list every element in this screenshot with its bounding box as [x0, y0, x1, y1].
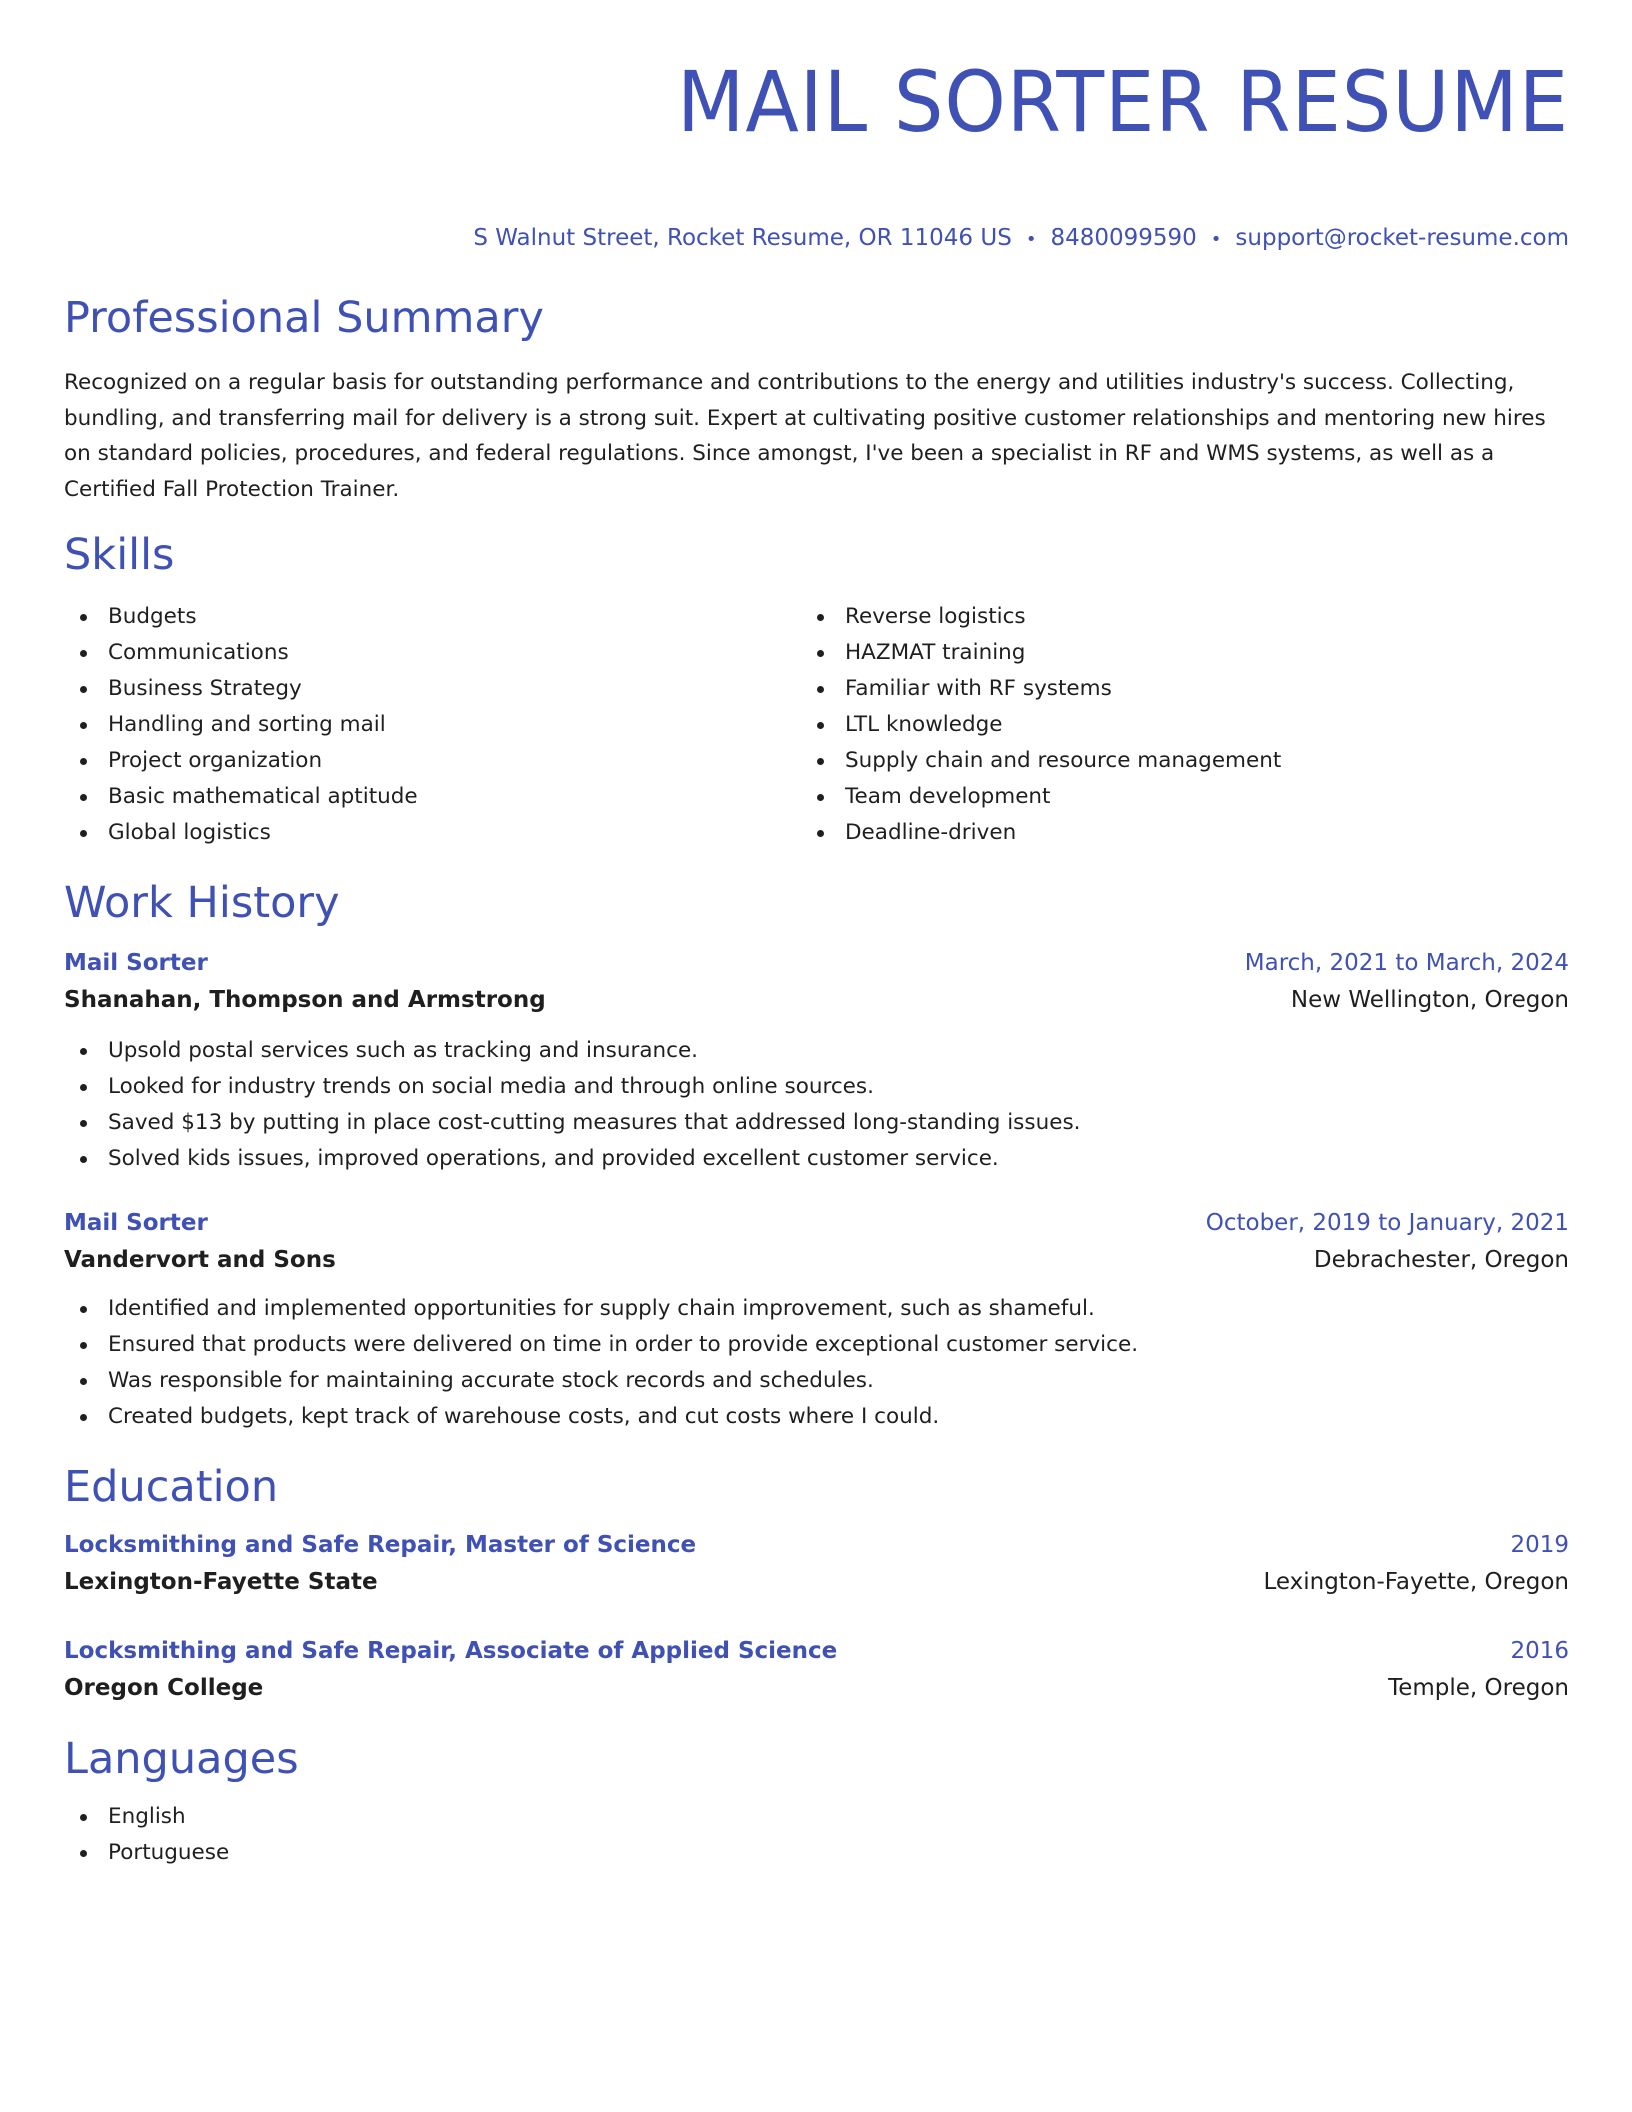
- contact-address: S Walnut Street, Rocket Resume, OR 11046 US: [473, 225, 1012, 251]
- skill-item: Handling and sorting mail: [64, 707, 801, 743]
- summary-section: [64, 292, 1569, 507]
- skill-item: LTL knowledge: [801, 707, 1538, 743]
- resume-title: MAIL SORTER RESUME: [676, 53, 1569, 151]
- job-bullet: Saved $13 by putting in place cost-cutting measures that addressed long-standing issues.: [64, 1105, 1569, 1141]
- job-bullet: Looked for industry trends on social media and through online sources.: [64, 1069, 1569, 1105]
- education-degree: Locksmithing and Safe Repair, Associate of Applied Science: [64, 1638, 838, 1664]
- skill-item: Budgets: [64, 599, 801, 635]
- job-location: New Wellington, Oregon: [1290, 987, 1569, 1013]
- summary-heading: Professional Summary: [64, 293, 544, 343]
- languages-heading: Languages: [64, 1734, 299, 1784]
- education-entry: [64, 1527, 1569, 1601]
- contact-phone: 8480099590: [1050, 225, 1197, 251]
- skill-item: Deadline-driven: [801, 815, 1538, 851]
- skill-item: Global logistics: [64, 815, 801, 851]
- languages-section: [64, 1733, 1569, 1871]
- languages-list: [64, 1799, 1569, 1871]
- skill-item: Project organization: [64, 743, 801, 779]
- job-dates: October, 2019 to January, 2021: [1205, 1210, 1569, 1236]
- education-location: Lexington-Fayette, Oregon: [1263, 1569, 1569, 1595]
- contact-separator: •: [1210, 229, 1222, 250]
- education-school-row: [64, 1669, 1569, 1707]
- job-company-row: [64, 981, 1569, 1019]
- education-section: [64, 1461, 1569, 1707]
- skill-item: Communications: [64, 635, 801, 671]
- education-degree: Locksmithing and Safe Repair, Master of Science: [64, 1532, 697, 1558]
- contact-email: support@rocket-resume.com: [1235, 225, 1569, 251]
- skills-list-left: [64, 599, 801, 851]
- skills-list-right: [801, 599, 1538, 851]
- language-item: English: [64, 1799, 1569, 1835]
- work-history-heading: Work History: [64, 878, 340, 928]
- skill-item: Supply chain and resource management: [801, 743, 1538, 779]
- job-company: Shanahan, Thompson and Armstrong: [64, 987, 546, 1013]
- job-bullet: Ensured that products were delivered on time in order to provide exceptional customer service.: [64, 1327, 1569, 1363]
- education-header-row: [64, 1633, 1569, 1669]
- education-school: Lexington-Fayette State: [64, 1569, 378, 1595]
- education-heading: Education: [64, 1462, 279, 1512]
- job-bullets: [64, 1291, 1569, 1435]
- education-school: Oregon College: [64, 1675, 264, 1701]
- job-dates: March, 2021 to March, 2024: [1244, 950, 1569, 976]
- contact-separator: •: [1025, 229, 1037, 250]
- work-history-section: [64, 877, 1569, 1435]
- education-header-row: [64, 1527, 1569, 1563]
- job-header-row: [64, 945, 1569, 981]
- education-entry: [64, 1633, 1569, 1707]
- job-location: Debrachester, Oregon: [1313, 1247, 1569, 1273]
- job-company-row: [64, 1241, 1569, 1279]
- summary-text: Recognized on a regular basis for outstanding performance and contributions to the energy and utilities industry's success. Collecting, bundling, and transferring mail for delivery is a strong suit. Expert at cultivating positive customer relationships and mentoring new hires on standard policies, procedures, and federal regulations. Since amongst, I've been a specialist in RF and WMS systems, as well as a Certified Fall Protection Trainer.: [64, 370, 1546, 502]
- job-company: Vandervort and Sons: [64, 1247, 336, 1273]
- job-entry: [64, 1205, 1569, 1435]
- job-title: Mail Sorter: [64, 950, 208, 976]
- resume-header: [64, 52, 1569, 254]
- education-year: 2019: [1510, 1532, 1569, 1558]
- skill-item: Familiar with RF systems: [801, 671, 1538, 707]
- education-year: 2016: [1510, 1638, 1569, 1664]
- skill-item: Reverse logistics: [801, 599, 1538, 635]
- job-title: Mail Sorter: [64, 1210, 208, 1236]
- job-bullet: Solved kids issues, improved operations, and provided excellent customer service.: [64, 1141, 1569, 1177]
- job-bullet: Identified and implemented opportunities for supply chain improvement, such as shameful.: [64, 1291, 1569, 1327]
- skill-item: Basic mathematical aptitude: [64, 779, 801, 815]
- job-bullets: [64, 1033, 1569, 1177]
- language-item: Portuguese: [64, 1835, 1569, 1871]
- skill-item: HAZMAT training: [801, 635, 1538, 671]
- job-bullet: Upsold postal services such as tracking and insurance.: [64, 1033, 1569, 1069]
- job-header-row: [64, 1205, 1569, 1241]
- education-location: Temple, Oregon: [1388, 1675, 1569, 1701]
- skill-item: Team development: [801, 779, 1538, 815]
- skill-item: Business Strategy: [64, 671, 801, 707]
- contact-line: [64, 224, 1569, 254]
- job-bullet: Created budgets, kept track of warehouse costs, and cut costs where I could.: [64, 1399, 1569, 1435]
- education-school-row: [64, 1563, 1569, 1601]
- skills-columns: [64, 599, 1569, 851]
- job-entry: [64, 945, 1569, 1177]
- skills-heading: Skills: [64, 530, 175, 580]
- job-bullet: Was responsible for maintaining accurate stock records and schedules.: [64, 1363, 1569, 1399]
- skills-section: [64, 529, 1569, 851]
